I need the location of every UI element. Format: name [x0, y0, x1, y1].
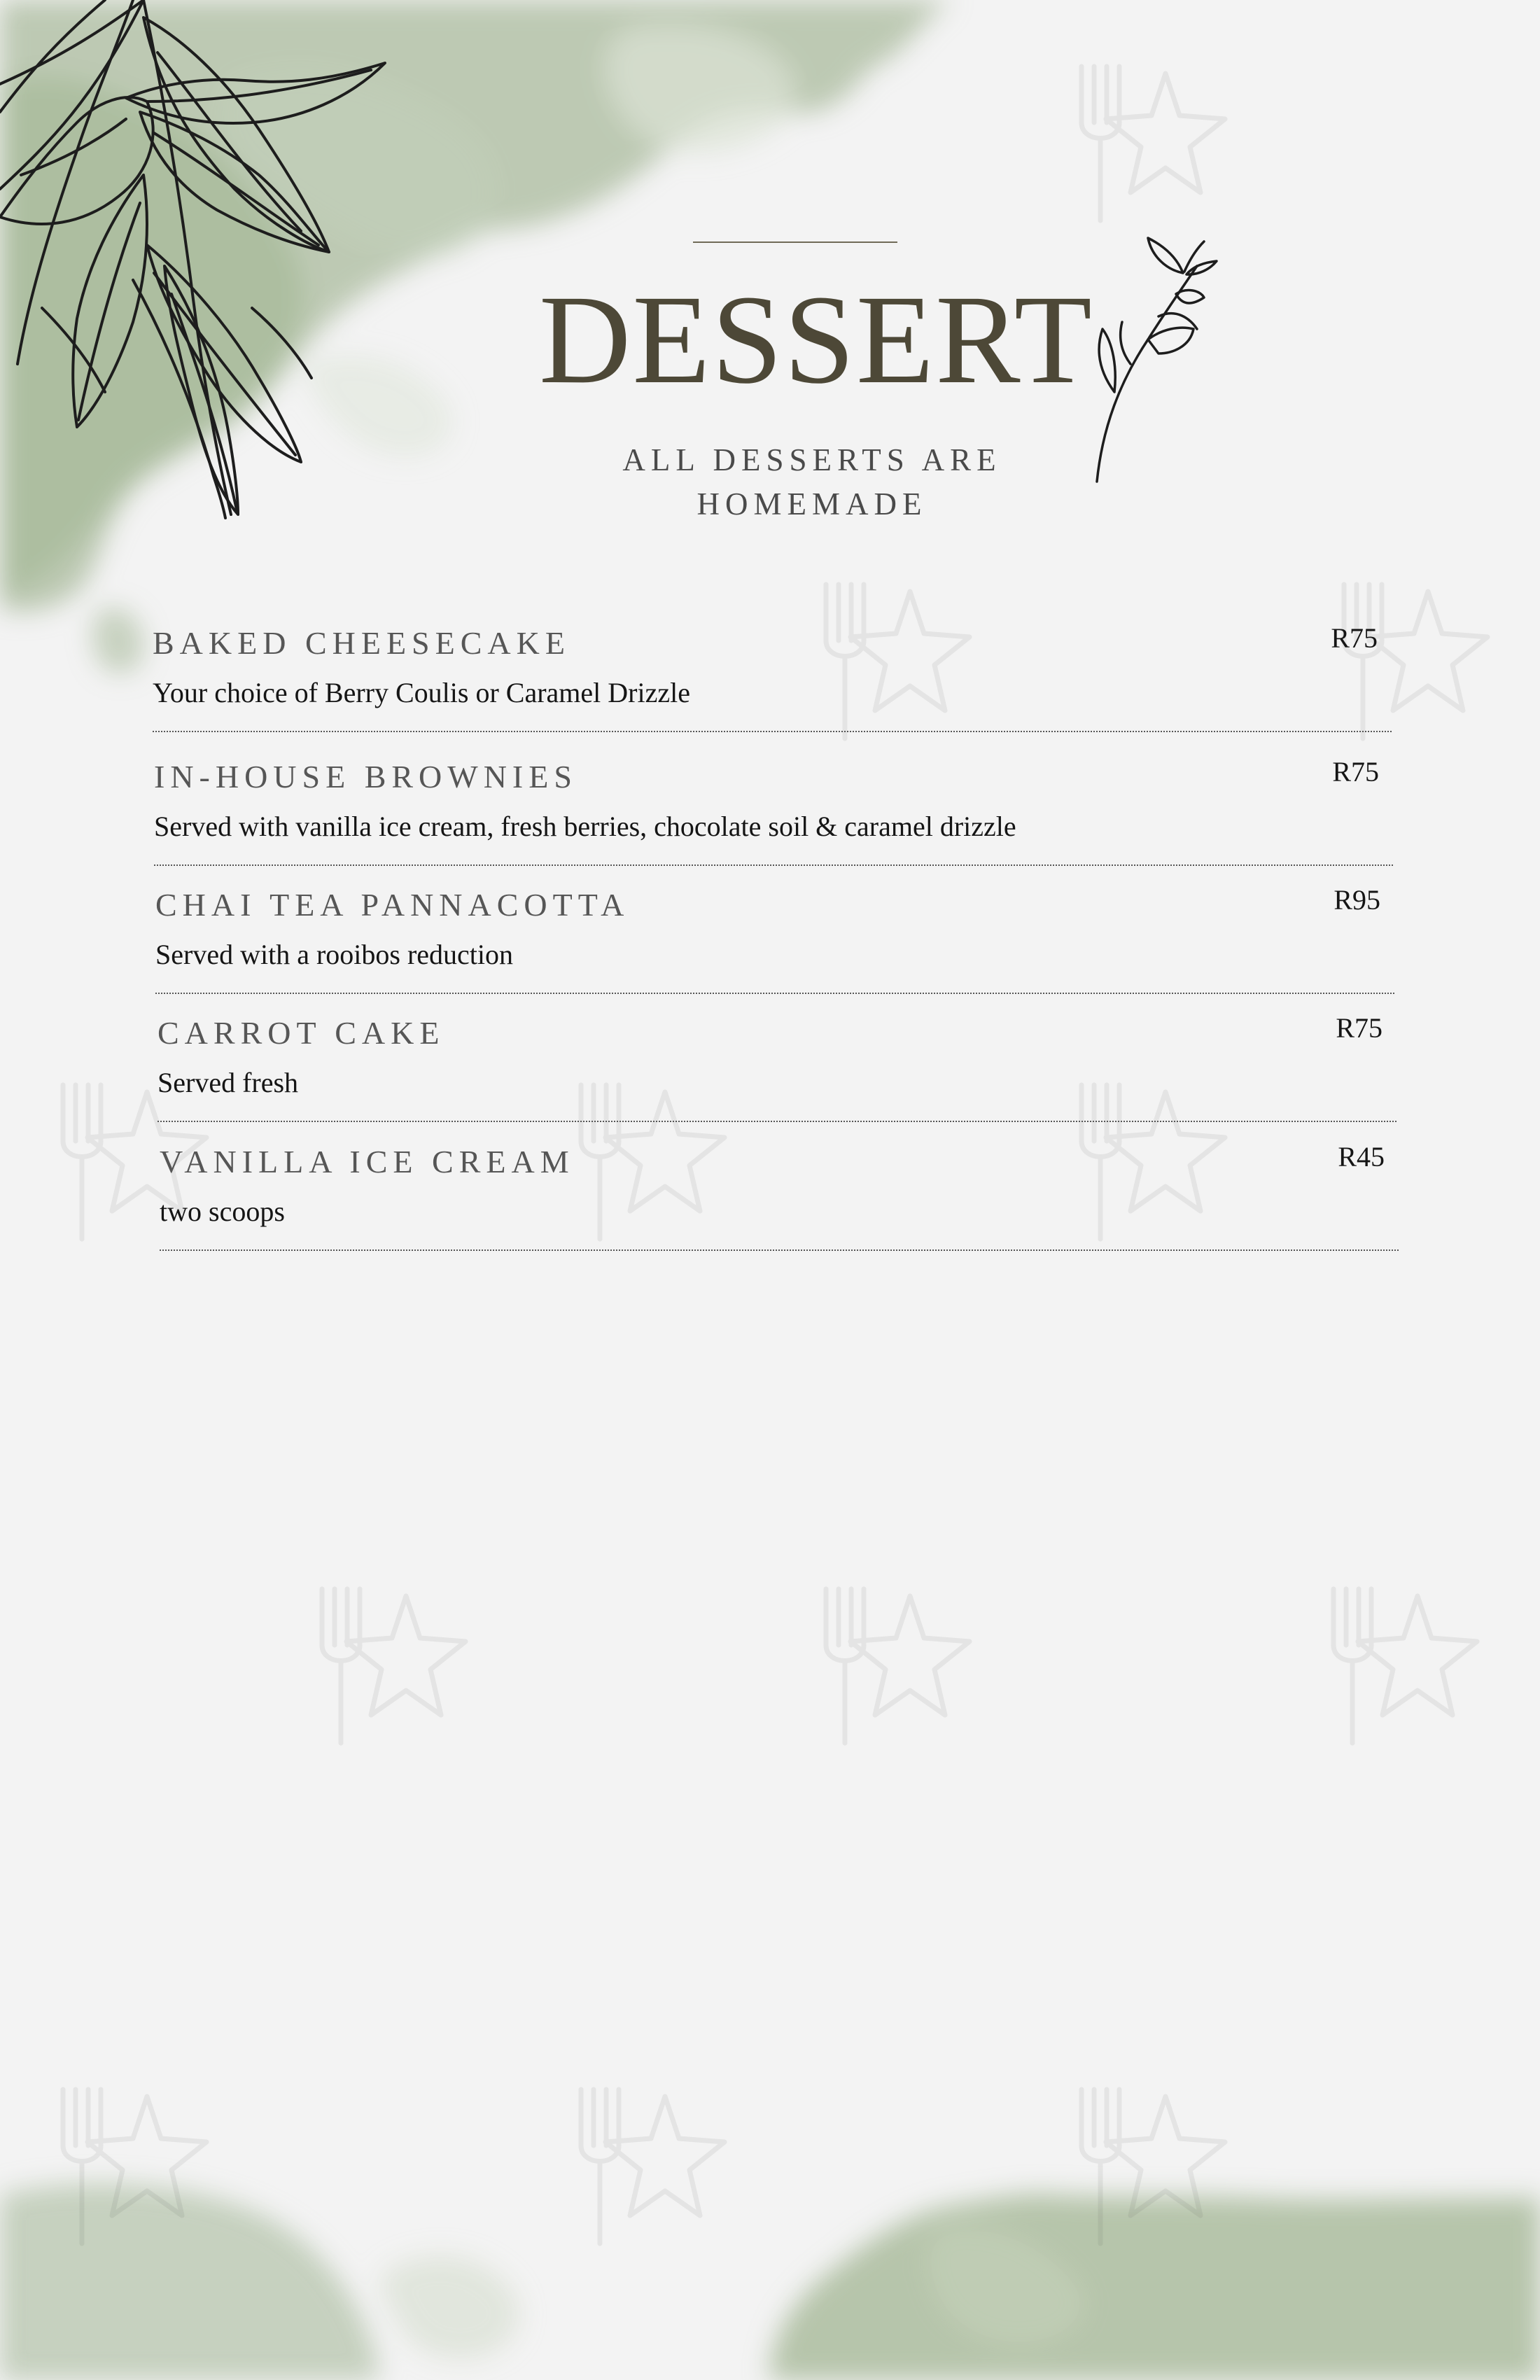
list-item — [160, 1141, 1399, 1272]
item-description: Your choice of Berry Coulis or Caramel Drizzle — [153, 677, 690, 708]
item-price: R95 — [1334, 884, 1380, 916]
list-item — [153, 622, 1392, 753]
item-divider — [153, 731, 1392, 732]
item-divider — [158, 1121, 1396, 1122]
page-subtitle: ALL DESSERTS ARE HOMEMADE — [622, 442, 1002, 522]
item-divider — [160, 1250, 1399, 1251]
item-price: R75 — [1331, 622, 1378, 654]
item-name: CARROT CAKE — [158, 1015, 445, 1051]
item-price: R75 — [1332, 756, 1379, 788]
item-name: VANILLA ICE CREAM — [160, 1144, 575, 1180]
item-description: two scoops — [160, 1196, 285, 1227]
item-description: Served fresh — [158, 1067, 299, 1098]
item-description: Served with vanilla ice cream, fresh berries, chocolate soil & caramel drizzle — [154, 811, 1016, 842]
list-item — [154, 756, 1393, 887]
item-name: IN-HOUSE BROWNIES — [154, 759, 578, 794]
item-name: CHAI TEA PANNACOTTA — [155, 887, 630, 923]
item-price: R45 — [1338, 1141, 1385, 1172]
page-title: DESSERT — [539, 270, 1093, 410]
item-name: BAKED CHEESECAKE — [153, 625, 570, 661]
item-description: Served with a rooibos reduction — [155, 939, 513, 970]
list-item — [155, 884, 1394, 1015]
item-divider — [155, 993, 1394, 994]
list-item — [158, 1012, 1396, 1143]
item-divider — [154, 864, 1393, 866]
item-price: R75 — [1336, 1012, 1382, 1044]
